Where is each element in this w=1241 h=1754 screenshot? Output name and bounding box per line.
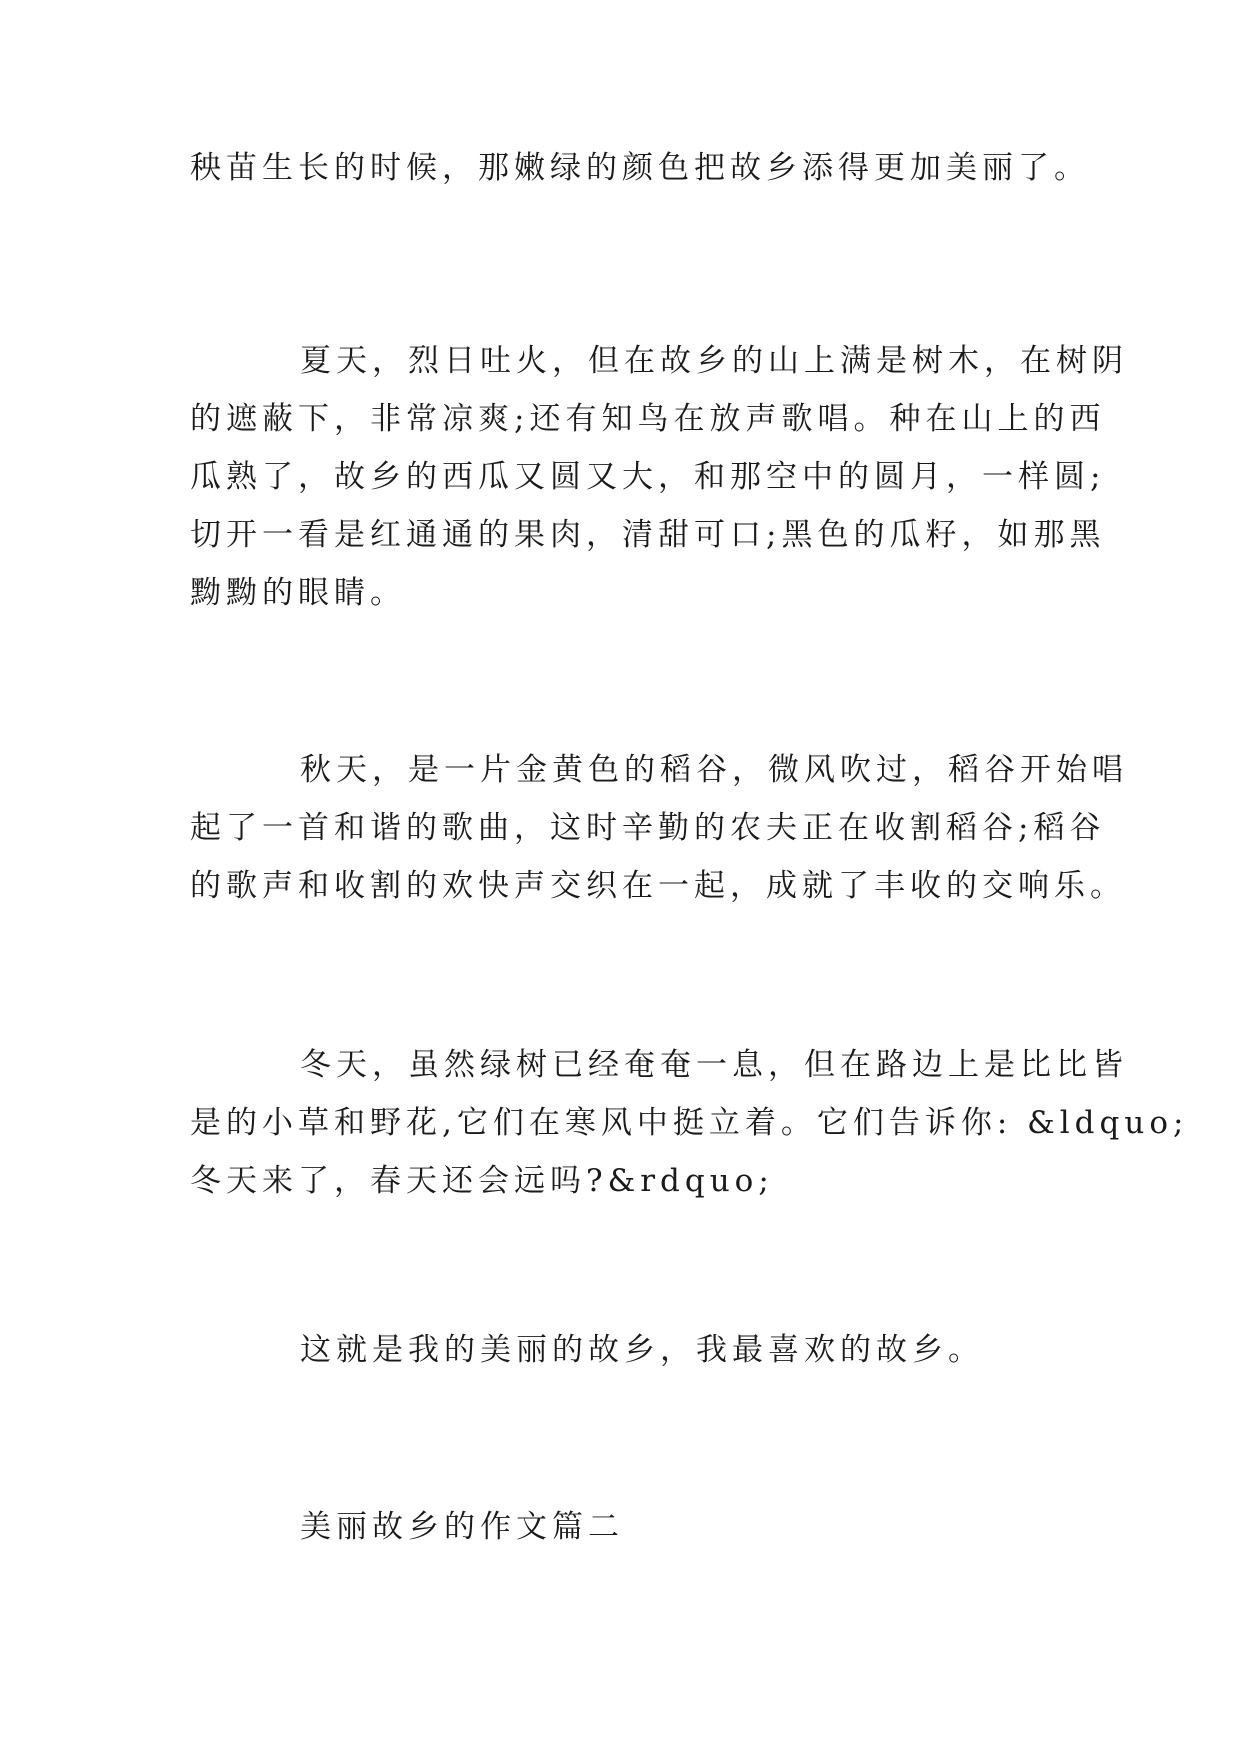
paragraph-line: 秋天，是一片金黄色的稻谷，微风吹过，稻谷开始唱 <box>300 752 1128 788</box>
paragraph-line: 是的小草和野花,它们在寒风中挺立着。它们告诉你: &ldquo; <box>190 1105 1189 1141</box>
paragraph-line: 冬天，虽然绿树已经奄奄一息，但在路边上是比比皆 <box>300 1047 1128 1083</box>
paragraph-line: 秧苗生长的时候，那嫩绿的颜色把故乡添得更加美丽了。 <box>190 150 1090 186</box>
paragraph-line: 的遮蔽下，非常凉爽;还有知鸟在放声歌唱。种在山上的西 <box>190 401 1106 437</box>
paragraph-line: 夏天，烈日吐火，但在故乡的山上满是树木，在树阴 <box>300 343 1128 379</box>
section-heading: 美丽故乡的作文篇二 <box>300 1509 624 1545</box>
paragraph-line: 冬天来了，春天还会远吗?&rdquo; <box>190 1163 774 1199</box>
paragraph-line: 的歌声和收割的欢快声交织在一起，成就了丰收的交响乐。 <box>190 868 1126 904</box>
paragraph-line: 起了一首和谐的歌曲，这时辛勤的农夫正在收割稻谷;稻谷 <box>190 810 1106 846</box>
paragraph-line: 黝黝的眼睛。 <box>190 575 406 611</box>
paragraph-line: 这就是我的美丽的故乡，我最喜欢的故乡。 <box>300 1332 984 1368</box>
paragraph-line: 瓜熟了，故乡的西瓜又圆又大，和那空中的圆月，一样圆; <box>190 459 1106 495</box>
paragraph-line: 切开一看是红通通的果肉，清甜可口;黑色的瓜籽，如那黑 <box>190 517 1106 553</box>
